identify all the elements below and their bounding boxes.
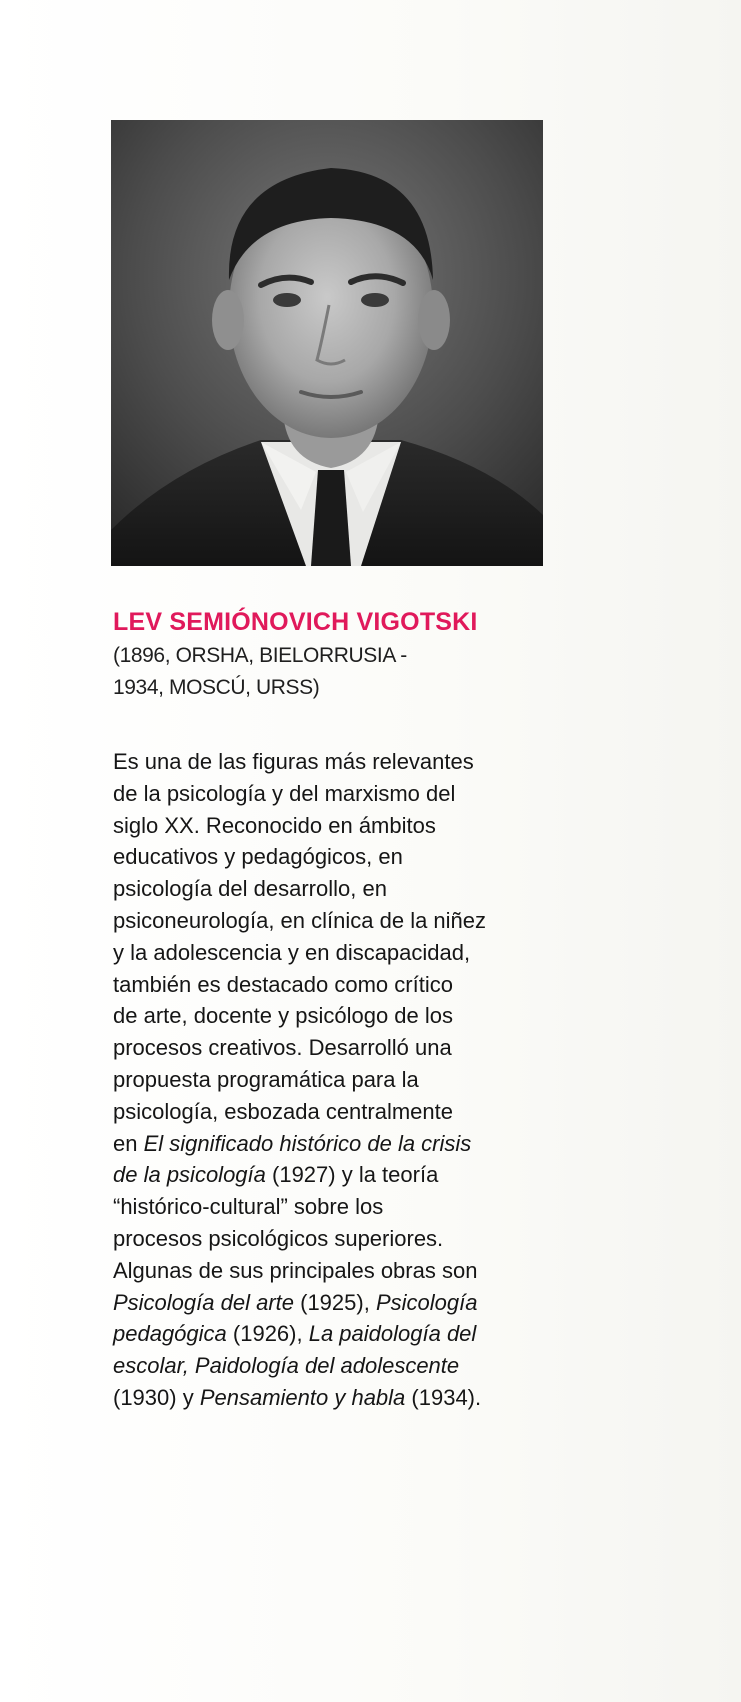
person-name: LEV SEMIÓNOVICH VIGOTSKI [113,608,478,636]
body-text: “histórico-cultural” sobre los [113,1194,384,1220]
biography-line [113,1223,563,1255]
biography-block [113,606,563,1414]
body-text: psicología, esbozada centralmente [113,1098,453,1124]
body-text: procesos psicológicos superiores. [113,1225,444,1251]
portrait-photo [111,120,543,566]
italic-title-text: Psicología del arte [113,1289,294,1315]
biography-line [113,905,563,937]
biography-line [113,810,563,842]
body-text: Es una de las figuras más relevantes [113,749,474,774]
biography-line [113,1350,563,1382]
body-text: (1934). [405,1384,482,1410]
biography-line [113,937,563,969]
body-text: (1930) y [113,1384,200,1410]
biography-line [113,1318,563,1350]
dates-line-1: (1896, ORSHA, BIELORRUSIA - [113,644,407,667]
italic-title-text: Pensamiento y habla [199,1384,406,1410]
italic-title-text: Psicología [375,1289,478,1315]
biography-line [113,1159,563,1191]
body-text: procesos creativos. Desarrolló una [113,1035,452,1061]
biography-line [113,1096,563,1128]
biography-line [113,778,563,810]
body-text: psicología del desarrollo, en [113,876,387,902]
biography-line [113,746,563,778]
biography-line [113,1064,563,1096]
biography-line [113,1255,563,1287]
body-text: Algunas de sus principales obras son [113,1257,478,1283]
biography-line [113,1032,563,1064]
italic-title-text: La paidología del [308,1321,477,1347]
biography-line [113,1287,563,1319]
italic-title-text: de la psicología [113,1162,266,1188]
biography-line [113,873,563,905]
biography-line [113,1128,563,1160]
biography-line [113,1191,563,1223]
italic-title-text: pedagógica [113,1321,227,1347]
body-text: psiconeurología, en clínica de la niñez [113,907,487,933]
body-text: (1926), [226,1321,309,1347]
biography-line [113,969,563,1001]
body-text: (1925), [294,1289,376,1315]
biography-text [113,746,563,1414]
birth-death-dates [113,640,563,704]
body-text: (1927) y la teoría [265,1162,439,1188]
italic-title-text: El significado histórico de la crisis [143,1130,472,1156]
portrait-illustration [111,120,543,566]
body-text: de arte, docente y psicólogo de los [113,1003,454,1029]
body-text: siglo XX. Reconocido en ámbitos [113,812,436,838]
body-text: de la psicología y del marxismo del [113,780,456,806]
biography-line [113,841,563,873]
body-text: educativos y pedagógicos, en [113,844,403,870]
body-text: en [113,1130,144,1156]
biography-line [113,1382,563,1414]
body-text: propuesta programática para la [113,1066,419,1092]
body-text: y la adolescencia y en discapacidad, [113,939,471,965]
italic-title-text: escolar, Paidología del adolescente [113,1353,460,1379]
biography-line [113,1000,563,1032]
dates-line-2: 1934, MOSCÚ, URSS) [113,676,320,699]
body-text: también es destacado como crítico [113,971,453,997]
